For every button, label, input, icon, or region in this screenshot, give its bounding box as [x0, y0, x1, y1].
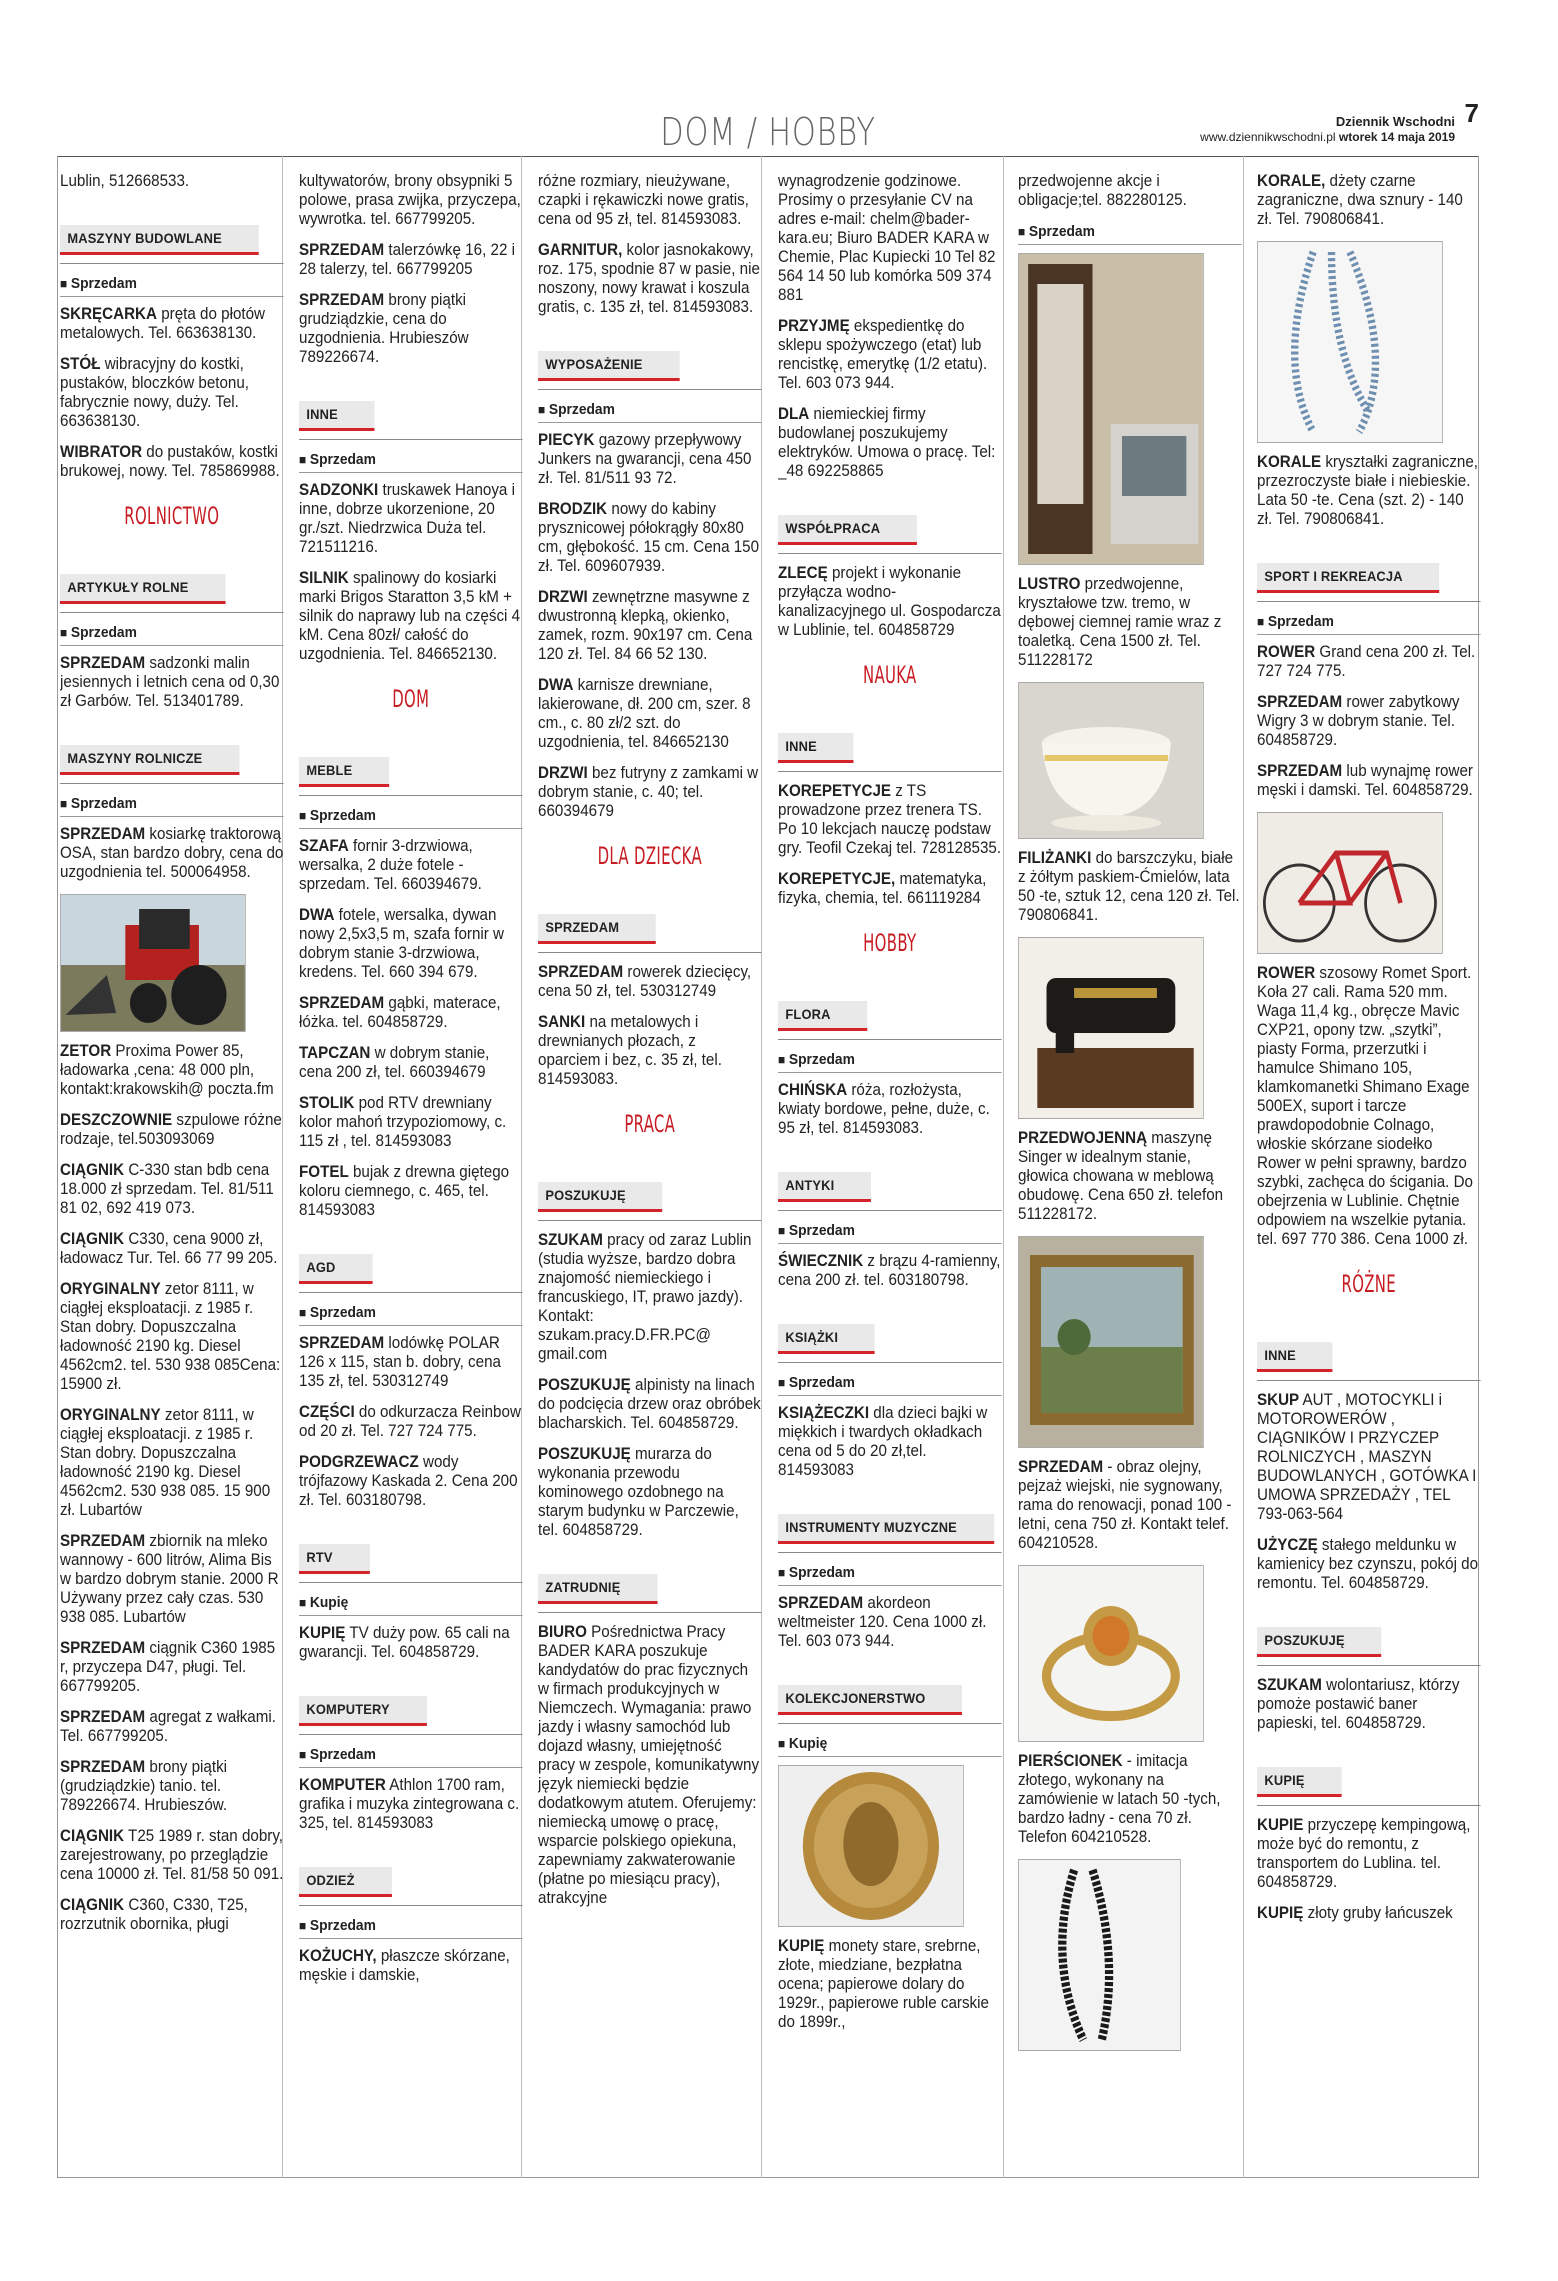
subcategory-heading: ■ Sprzedam [1018, 222, 1242, 245]
ad-text: ciągnik C360 1985 r, przyczepa D47, pługi. Tel. 667799205. [60, 1639, 276, 1695]
ad [778, 317, 1002, 393]
ad-text: - obraz olejny, pejzaż wiejski, nie sygnowany, rama do renowacji, ponad 100 - letni, cena 750 zł. Kontakt telef. 604210528. [1018, 1458, 1232, 1552]
ad-text: zewnętrzne masywne z dwustronną klepką, okienko, zamek, rozm. 90x197 cm. Cena 120 zł. Tel. 84 66 52 130. [538, 588, 753, 663]
ad-keyword: SADZONKI [299, 481, 379, 499]
ad [778, 1937, 1002, 2032]
ad-text: AUT , MOTOCYKLI i MOTOROWERÓW , CIĄGNIKÓW I PRZYCZEP ROLNICZYCH , MASZYN BUDOWLANYCH , GOTÓWKA I UMOWA SPRZEDAŻY , TEL 793-063-564 [1257, 1391, 1477, 1523]
column-divider [1243, 156, 1244, 2178]
category-heading: MASZYNY BUDOWLANE [60, 225, 259, 255]
ad-text: spalinowy do kosiarki marki Brigos Staratton 3,5 kM + silnik do naprawy lub na części 4 kM. Cena 80zł/ całość do uzgodnienia. Tel. 846652130. [299, 569, 521, 663]
ad-keyword: CZĘŚCI [299, 1403, 355, 1421]
category-heading: ODZIEŻ [299, 1867, 391, 1897]
ad [538, 963, 762, 1001]
ad-keyword: KORALE [1257, 453, 1322, 471]
ad [778, 405, 1002, 481]
ad [778, 870, 1002, 908]
ad-keyword: BRODZIK [538, 500, 608, 518]
ad-keyword: SPRZEDAM [299, 241, 385, 259]
ad-keyword: SPRZEDAM [1257, 762, 1343, 780]
ad-keyword: SPRZEDAM [1257, 693, 1343, 711]
ad [1018, 575, 1242, 670]
ad [299, 1163, 523, 1220]
subcategory-heading: ■ Sprzedam [299, 1745, 523, 1768]
ad [1257, 1391, 1481, 1524]
ad-keyword: PIECYK [538, 431, 595, 449]
ad [1257, 172, 1481, 229]
section-heading: HOBBY [863, 929, 917, 957]
ad-text: sadzonki malin jesiennych i letnich cena od 0,30 zł Garbów. Tel. 513401789. [60, 654, 280, 710]
ad-text: bujak z drewna giętego koloru ciemnego, c. 465, tel. 814593083 [299, 1163, 510, 1219]
ad [299, 994, 523, 1032]
ad [299, 837, 523, 894]
ad-keyword: GARNITUR, [538, 241, 623, 259]
ad-keyword: SKUP [1257, 1391, 1300, 1409]
ad-keyword: FOTEL [299, 1163, 349, 1181]
ad-text: płaszcze skórzane, męskie i damskie, [299, 1947, 510, 1984]
subcategory-heading: ■ Sprzedam [778, 1221, 1002, 1244]
subcategory-heading: ■ Sprzedam [60, 623, 284, 646]
ad-text: szpulowe różne rodzaje, tel.503093069 [60, 1111, 282, 1148]
ad [60, 443, 284, 481]
brand-name: Dziennik Wschodni [1335, 114, 1455, 129]
ad-text: brony piątki grudziądzkie, cena do uzgodnienia. Hrubieszów 789226674. [299, 291, 469, 366]
subcategory-heading: ■ Sprzedam [1257, 612, 1481, 635]
ad [60, 355, 284, 431]
category-heading: MASZYNY ROLNICZE [60, 745, 239, 775]
section-heading: DLA DZIECKA [597, 842, 702, 870]
ad-text: TV duży pow. 65 cali na gwarancji. Tel. 604858729. [299, 1624, 510, 1661]
ad-text: zetor 8111, w ciągłej eksploatacji. z 1985 r. Stan dobry. Dopuszczalna ładowność 2190 kg. Diesel 4562cm2. tel. 530 938 085Cena: 15900 zł. [60, 1280, 281, 1393]
ad-keyword: CHIŃSKA [778, 1081, 848, 1099]
sewing-machine-photo [1018, 937, 1204, 1119]
ad-keyword: SPRZEDAM [1018, 1458, 1104, 1476]
ad-text: Pośrednictwa Pracy BADER KARA poszukuje kandydatów do prac fizycznych w firmach produkcyjnych w Niemczech. Wymagania: prawo jazdy i własny samochód lub dojazd własny, umiejętność pracy w zespole, komunikatywny język niemiecki będzie dodatkowym atutem. Oferujemy: niemiecką umowę o pracę, wsparcie polskiego opiekuna, zapewniamy zakwaterowanie (płatne po miesiącu pracy), atrakcyjne [538, 1623, 760, 1907]
ad-keyword: ORYGINALNY [60, 1406, 161, 1424]
ad-keyword: TAPCZAN [299, 1044, 371, 1062]
ad-keyword: SZUKAM [538, 1231, 603, 1249]
subcategory-heading: ■ Sprzedam [60, 794, 284, 817]
ad [299, 1094, 523, 1151]
ad-keyword: DWA [299, 906, 335, 924]
ad-keyword: BIURO [538, 1623, 587, 1641]
ad-keyword: SPRZEDAM [60, 654, 146, 672]
ad-keyword: SPRZEDAM [538, 963, 624, 981]
ad-text: T25 1989 r. stan dobry, zarejestrowany, po przeglądzie cena 10000 zł. Tel. 81/58 50 091. [60, 1827, 284, 1883]
ad-text: C-330 stan bdb cena 18.000 zł sprzedam. Tel. 81/511 81 02, 692 419 073. [60, 1161, 274, 1217]
ad-keyword: LUSTRO [1018, 575, 1081, 593]
ad [60, 825, 284, 882]
ad-keyword: DRZWI [538, 588, 588, 606]
ad [1257, 762, 1481, 800]
bottom-rule [57, 2177, 1479, 2178]
ad-keyword: KUPIĘ [778, 1937, 825, 1955]
ad [299, 481, 523, 557]
ad [538, 1623, 762, 1908]
top-rule [57, 156, 1479, 157]
subcategory-heading: ■ Sprzedam [778, 1050, 1002, 1073]
ad-text: kultywatorów, brony obsypniki 5 polowe, prasa zwijka, przyczepa, wywrotka. tel. 667799205. [299, 172, 521, 228]
ad [538, 431, 762, 488]
ad-text: karnisze drewniane, lakierowane, dł. 200 cm, szer. 8 cm., c. 80 zł/2 szt. do uzgodnienia, tel. 846652130 [538, 676, 751, 751]
category-heading: FLORA [778, 1001, 867, 1031]
ad-text: stałego meldunku w kamienicy bez czynszu, pokój do remontu. Tel. 604858729. [1257, 1536, 1479, 1592]
ad-keyword: DWA [538, 676, 574, 694]
ad-text: z TS prowadzone przez trenera TS. Po 10 lekcjach nauczę podstaw gry. Teofil Czekaj tel. 728128535. [778, 782, 1002, 857]
black-beads-photo [1018, 1859, 1181, 2051]
ad [778, 1594, 1002, 1651]
ad-text: murarza do wykonania przewodu kominowego ozdobnego na starym budynku w Parczewie, tel. 604858729. [538, 1445, 739, 1539]
ad-keyword: KOMPUTER [299, 1776, 386, 1794]
category-heading: INNE [299, 401, 375, 431]
category-heading: KOLEKCJONERSTWO [778, 1685, 962, 1715]
ad-keyword: KOŻUCHY, [299, 1947, 377, 1965]
category-heading: SPRZEDAM [538, 914, 656, 944]
ad [60, 305, 284, 343]
ad [60, 1708, 284, 1746]
ad-text: brony piątki (grudziądzkie) tanio. tel. 789226674. Hrubieszów. [60, 1758, 228, 1814]
ad-keyword: SZUKAM [1257, 1676, 1322, 1694]
ad-text: różne rozmiary, nieużywane, czapki i rękawiczki nowe gratis, cena od 95 zł, tel. 814593083. [538, 172, 749, 228]
category-heading: WYPOSAŻENIE [538, 351, 679, 381]
section-heading: ROLNICTWO [124, 502, 220, 530]
ad-text: kryształki zagraniczne, przezroczyste białe i niebieskie. Lata 50 -te. Cena (szt. 2) - 140 zł. Tel. 790806841. [1257, 453, 1479, 528]
category-heading: INSTRUMENTY MUZYCZNE [778, 1514, 994, 1544]
subcategory-heading: ■ Sprzedam [299, 1916, 523, 1939]
ad-text: gazowy przepływowy Junkers na gwarancji, cena 450 zł. Tel. 81/511 93 72. [538, 431, 752, 487]
ad [1257, 1536, 1481, 1593]
mirror-photo [1018, 253, 1204, 565]
cup-photo [1018, 682, 1204, 839]
ad [778, 1081, 1002, 1138]
ad [538, 676, 762, 752]
ad [778, 782, 1002, 858]
ad-keyword: SPRZEDAM [60, 1639, 146, 1657]
ad-keyword: SPRZEDAM [60, 1532, 146, 1550]
ad-keyword: SZAFA [299, 837, 349, 855]
ad [538, 588, 762, 664]
ad-keyword: DLA [778, 405, 810, 423]
ad-keyword: KOREPETYCJE, [778, 870, 896, 888]
ad [778, 1404, 1002, 1480]
ad-keyword: UŻYCZĘ [1257, 1536, 1318, 1554]
ad-keyword: KUPIĘ [1257, 1904, 1304, 1922]
ad-text: kosiarkę traktorową OSA, stan bardzo dobry, cena do uzgodnienia tel. 500064958. [60, 825, 284, 881]
ad-keyword: SPRZEDAM [60, 1758, 146, 1776]
ad-keyword: CIĄGNIK [60, 1896, 125, 1914]
subcategory-heading: ■ Kupię [778, 1734, 1002, 1757]
bicycle-photo [1257, 812, 1443, 954]
ad-keyword: POSZUKUJĘ [538, 1376, 631, 1394]
ad-keyword: ROWER [1257, 964, 1316, 982]
ad-text: dżety czarne zagraniczne, dwa sznury - 140 zł. Tel. 790806841. [1257, 172, 1463, 228]
ad [1257, 453, 1481, 529]
category-heading: KOMPUTERY [299, 1696, 427, 1726]
ad [1018, 1458, 1242, 1553]
section-heading: NAUKA [862, 661, 917, 689]
ad [299, 1776, 523, 1833]
ad [1257, 1816, 1481, 1892]
ad-text: pracy od zaraz Lublin (studia wyższe, bardzo dobra znajomość niemieckiego i francuskiego, IT, prawo jazdy). Kontakt: szukam.pracy.D.FR.PC@ gmail.com [538, 1231, 752, 1363]
ad [60, 1532, 284, 1627]
ad-text: dla dzieci bajki w miękkich i twardych okładkach cena od 5 do 20 zł,tel. 814593083 [778, 1404, 988, 1479]
ad-text: przyczepę kempingową, może być do remontu, z transportem do Lublina. tel. 604858729. [1257, 1816, 1471, 1891]
section-heading: RÓŻNE [1341, 1270, 1397, 1298]
ad-text: wolontariusz, którzy pomoże postawić baner papieski, tel. 604858729. [1257, 1676, 1460, 1732]
ad [538, 1231, 762, 1364]
ad-keyword: SILNIK [299, 569, 349, 587]
ad-text: bez futryny z zamkami w dobrym stanie, c. 40; tel. 660394679 [538, 764, 759, 820]
ad-keyword: KORALE, [1257, 172, 1326, 190]
ad [538, 1013, 762, 1089]
ad-text: agregat z wałkami. Tel. 667799205. [60, 1708, 276, 1745]
subcategory-heading: ■ Sprzedam [778, 1563, 1002, 1586]
ad-text: wody trójfazowy Kaskada 2. Cena 200 zł. Tel. 603180798. [299, 1453, 518, 1509]
ad [299, 1453, 523, 1510]
ad-text: talerzówkę 16, 22 i 28 talerzy, tel. 667799205 [299, 241, 515, 278]
ad-keyword: KSIĄŻECZKI [778, 1404, 870, 1422]
ad-text: szosowy Romet Sport. Koła 27 cali. Rama 520 mm. Waga 11,4 kg., obręcze Mavic CXP21, opony tzw. „szytki”, piasty Forma, przerzutki i hamulce Shimano 105, klamkomanetki Shimano Exage 500EX, suport i tarcze prawdopodobnie Colnago, włoskie skórzane siodełko Rower w pełni sprawny, bardzo szybki, zachęca do ścigania. Do obejrzenia w Lublinie. Chętnie odpowiem na wszelkie pytania. tel. 697 770 386. Cena 1000 zł. [1257, 964, 1474, 1248]
category-heading: WSPÓŁPRACA [778, 515, 917, 545]
ad-text: Athlon 1700 ram, grafika i muzyka zintegrowana c. 325, tel. 814593083 [299, 1776, 520, 1832]
column-3 [538, 172, 762, 2172]
ad-text: truskawek Hanoya i inne, dobrze ukorzenione, 20 gr./szt. Niedrzwica Duża tel. 721511216. [299, 481, 515, 556]
ad [60, 1042, 284, 1099]
ad [60, 1639, 284, 1696]
ad-text: kolor jasnokakowy, roz. 175, spodnie 87 w pasie, nie noszony, nowy krawat i koszula gratis, c. 135 zł, tel. 814593083. [538, 241, 760, 316]
ad-text: na metalowych i drewnianych płozach, z oparciem i bez, c. 35 zł, tel. 814593083. [538, 1013, 722, 1088]
column-divider [1003, 156, 1004, 2178]
subcategory-heading: ■ Sprzedam [299, 1303, 523, 1326]
ad-keyword: SPRZEDAM [299, 994, 385, 1012]
ad-keyword: CIĄGNIK [60, 1161, 125, 1179]
ad [60, 1161, 284, 1218]
ad-keyword: ZLECĘ [778, 564, 828, 582]
ad-keyword: DESZCZOWNIE [60, 1111, 173, 1129]
ad [1018, 849, 1242, 925]
ad [538, 764, 762, 821]
ad-text: pod RTV drewniany kolor mahoń trzypoziomowy, c. 115 zł , tel. 814593083 [299, 1094, 507, 1150]
ad-keyword: ŚWIECZNIK [778, 1252, 864, 1270]
ad [60, 1230, 284, 1268]
ad-text: do pustaków, kostki brukowej, nowy. Tel. 785869988. [60, 443, 280, 480]
ad-keyword: DRZWI [538, 764, 588, 782]
ad-keyword: SKRĘCARKA [60, 305, 157, 323]
subcategory-heading: ■ Sprzedam [299, 806, 523, 829]
ad-text: Proxima Power 85, ładowarka ,cena: 48 000 pln, kontakt:krakowskih@ poczta.fm [60, 1042, 274, 1098]
ad [1257, 1676, 1481, 1733]
ad-keyword: KOREPETYCJE [778, 782, 892, 800]
ad-text: nowy do kabiny prysznicowej półokrągły 80x80 cm, głębokość. 15 cm. Cena 150 zł. Tel. 609607939. [538, 500, 760, 575]
ad-keyword: STÓŁ [60, 355, 101, 373]
subcategory-heading: ■ Sprzedam [538, 400, 762, 423]
category-heading: RTV [299, 1544, 369, 1574]
ad [299, 906, 523, 982]
category-heading: KUPIĘ [1257, 1767, 1341, 1797]
section-heading: DOM [392, 685, 430, 713]
ad [299, 1334, 523, 1391]
ad-text: złoty gruby łańcuszek [1303, 1904, 1453, 1922]
ad-text: zetor 8111, w ciągłej eksploatacji. z 1985 r. Stan dobry. Dopuszczalna ładowność 2190 kg. Diesel 4562cm2. 530 938 085. 15 900 zł. Lubartów [60, 1406, 271, 1519]
subcategory-heading: ■ Sprzedam [299, 450, 523, 473]
ad-text: akordeon weltmeister 120. Cena 1000 zł. Tel. 603 073 944. [778, 1594, 987, 1650]
ad-keyword: STOLIK [299, 1094, 355, 1112]
ad [299, 1947, 523, 1985]
ad-text: C360, C330, T25, rozrzutnik obornika, pługi [60, 1896, 248, 1933]
column-4 [778, 172, 1002, 2172]
ad [299, 1624, 523, 1662]
ad [1257, 1904, 1481, 1923]
ad-text: lodówkę POLAR 126 x 115, stan b. dobry, cena 135 zł, tel. 530312749 [299, 1334, 501, 1390]
ad-text: monety stare, srebrne, złote, miedziane, bezpłatna ocena; papierowe dolary do 1929r., papierowe ruble carskie do 1899r., [778, 1937, 989, 2031]
ad-keyword: PODGRZEWACZ [299, 1453, 419, 1471]
ad-text: projekt i wykonanie przyłącza wodno-kanalizacyjnego ul. Gospodarcza w Lublinie, tel. 604858729 [778, 564, 1001, 639]
section-title: DOM / HOBBY [660, 110, 876, 154]
ad-text: róża, rozłożysta, kwiaty bordowe, pełne, duże, c. 95 zł, tel. 814593083. [778, 1081, 990, 1137]
ad-keyword: WIBRATOR [60, 443, 143, 461]
ad-keyword: KUPIĘ [299, 1624, 346, 1642]
site-url[interactable]: www.dziennikwschodni.pl [1200, 130, 1336, 144]
column-5 [1018, 172, 1242, 2172]
ad-text: Lublin, 512668533. [60, 172, 190, 190]
ad-text: przedwojenne akcje i obligacje;tel. 882280125. [1018, 172, 1187, 209]
left-rule [57, 156, 58, 2178]
ad [778, 1252, 1002, 1290]
ad-keyword: ZETOR [60, 1042, 112, 1060]
ad-keyword: FILIŻANKI [1018, 849, 1092, 867]
ad-text: fotele, wersalka, dywan nowy 2,5x3,5 m, szafa fornir w dobrym stanie 3-drzwiowa, kredens. Tel. 660 394 679. [299, 906, 505, 981]
ad-text: pręta do płotów metalowych. Tel. 663638130. [60, 305, 266, 342]
ad-text: zbiornik na mleko wannowy - 600 litrów, Alima Bis w bardzo dobrym stanie. 2000 R Używany przez cały czas. 530 938 085. Lubartów [60, 1532, 279, 1626]
subcategory-heading: ■ Sprzedam [778, 1373, 1002, 1396]
ad [60, 1827, 284, 1884]
subcategory-heading: ■ Sprzedam [60, 274, 284, 297]
ad-text: do barszczyku, białe z żółtym paskiem-Ćmielów, lata 50 -te, sztuk 12, cena 120 zł. Tel. 790806841. [1018, 849, 1240, 924]
ad-keyword: ROWER [1257, 643, 1316, 661]
ad [778, 564, 1002, 640]
blue-beads-photo [1257, 241, 1443, 443]
ad [538, 1376, 762, 1433]
masthead [1200, 98, 1479, 145]
ad-text: C330, cena 9000 zł, ładowacz Tur. Tel. 66 77 99 205. [60, 1230, 278, 1267]
ad-keyword: PRZYJMĘ [778, 317, 850, 335]
ad-text: maszynę Singer w idealnym stanie, głowica chowana w meblową obudowę. Cena 650 zł. telefon 511228172. [1018, 1129, 1224, 1223]
ad [60, 654, 284, 711]
ad-keyword: SPRZEDAM [299, 291, 385, 309]
ad [538, 500, 762, 576]
ad [1257, 643, 1481, 681]
ring-photo [1018, 1565, 1204, 1742]
ad-text: rowerek dziecięcy, cena 50 zł, tel. 530312749 [538, 963, 752, 1000]
category-heading: AGD [299, 1254, 372, 1284]
category-heading: ZATRUDNIĘ [538, 1574, 657, 1604]
section-heading: PRACA [624, 1110, 676, 1138]
ad-text: wibracyjny do kostki, pustaków, bloczków betonu, fabrycznie nowy, duży. Tel. 663638130. [60, 355, 250, 430]
ad-text: Grand cena 200 zł. Tel. 727 724 775. [1257, 643, 1476, 680]
ad-text: w dobrym stanie, cena 200 zł, tel. 660394679 [299, 1044, 490, 1081]
ad-keyword: POSZUKUJĘ [538, 1445, 631, 1463]
ad [299, 291, 523, 367]
ad-text: niemieckiej firmy budowlanej poszukujemy elektryków. Umowa o pracę. Tel: _48 692258865 [778, 405, 996, 480]
ad-text: z brązu 4-ramienny, cena 200 zł. tel. 603180798. [778, 1252, 1001, 1289]
category-heading: ARTYKUŁY ROLNE [60, 574, 225, 604]
ad-keyword: SANKI [538, 1013, 586, 1031]
ad-text: lub wynajmę rower męski i damski. Tel. 604858729. [1257, 762, 1473, 799]
ad-text: przedwojenne, kryształowe tzw. tremo, w dębowej ciemnej ramie wraz z toaletką. Cena 1500 zł. Tel. 511228172 [1018, 575, 1222, 669]
ad [60, 1111, 284, 1149]
subcategory-heading: ■ Kupię [299, 1593, 523, 1616]
ad-keyword: CIĄGNIK [60, 1230, 125, 1248]
category-heading: POSZUKUJĘ [1257, 1627, 1382, 1657]
column-2 [299, 172, 523, 2172]
category-heading: INNE [1257, 1342, 1333, 1372]
category-heading: KSIĄŻKI [778, 1324, 875, 1354]
ad-keyword: ORYGINALNY [60, 1280, 161, 1298]
ad [60, 1280, 284, 1394]
ad [299, 1403, 523, 1441]
ad-keyword: PIERŚCIONEK [1018, 1752, 1123, 1770]
category-heading: POSZUKUJĘ [538, 1182, 663, 1212]
painting-photo [1018, 1236, 1204, 1448]
ad-keyword: CIĄGNIK [60, 1827, 125, 1845]
ad [538, 241, 762, 317]
ad-keyword: KUPIE [1257, 1816, 1304, 1834]
ad-text: alpinisty na linach do podcięcia drzew oraz obróbek blacharskich. Tel. 604858729. [538, 1376, 761, 1432]
ad-keyword: SPRZEDAM [60, 825, 146, 843]
category-heading: MEBLE [299, 757, 389, 787]
ad [60, 1406, 284, 1520]
ad-keyword: SPRZEDAM [60, 1708, 146, 1726]
category-heading: SPORT I REKREACJA [1257, 563, 1440, 593]
ad [299, 241, 523, 279]
ad-text: matematyka, fizyka, chemia, tel. 661119284 [778, 870, 987, 907]
ad-text: fornir 3-drzwiowa, wersalka, 2 duże fotele - sprzedam. Tel. 660394679. [299, 837, 482, 893]
ad [60, 1896, 284, 1934]
ad-text: rower zabytkowy Wigry 3 w dobrym stanie. Tel. 604858729. [1257, 693, 1460, 749]
ad [299, 569, 523, 664]
category-heading: INNE [778, 733, 854, 763]
ad-text: wynagrodzenie godzinowe. Prosimy o przesyłanie CV na adres e-mail: chelm@bader-kara.eu; Biuro BADER KARA w Chemie, Plac Kupiecki 10 Tel 82 564 14 50 lub komórka 509 374 881 [778, 172, 996, 304]
ad [538, 1445, 762, 1540]
page-header [57, 98, 1479, 154]
ad [1257, 964, 1481, 1249]
ad [299, 1044, 523, 1082]
tractor-photo [60, 894, 246, 1032]
ad-text: do odkurzacza Reinbow od 20 zł. Tel. 727 724 775. [299, 1403, 521, 1440]
coin-photo [778, 1765, 964, 1927]
ad-keyword: PRZEDWOJENNĄ [1018, 1129, 1148, 1147]
ad-text: gąbki, materace, łóżka. tel. 604858729. [299, 994, 501, 1031]
ad [60, 1758, 284, 1815]
ad-keyword: SPRZEDAM [778, 1594, 864, 1612]
column-1 [60, 172, 284, 2172]
ad [1018, 1129, 1242, 1224]
ad-text: - imitacja złotego, wykonany na zamówienie w latach 50 -tych, bardzo ładny - cena 70 zł. Telefon 604210528. [1018, 1752, 1221, 1846]
ad [1018, 1752, 1242, 1847]
page-number: 7 [1464, 98, 1479, 128]
column-6 [1257, 172, 1481, 2172]
ad [1257, 693, 1481, 750]
issue-date: wtorek 14 maja 2019 [1338, 130, 1455, 144]
category-heading: ANTYKI [778, 1172, 871, 1202]
ad-keyword: SPRZEDAM [299, 1334, 385, 1352]
ad-text: ekspedientkę do sklepu spożywczego (etat) lub rencistkę, emerytkę (1/2 etatu). Tel. 603 073 944. [778, 317, 988, 392]
